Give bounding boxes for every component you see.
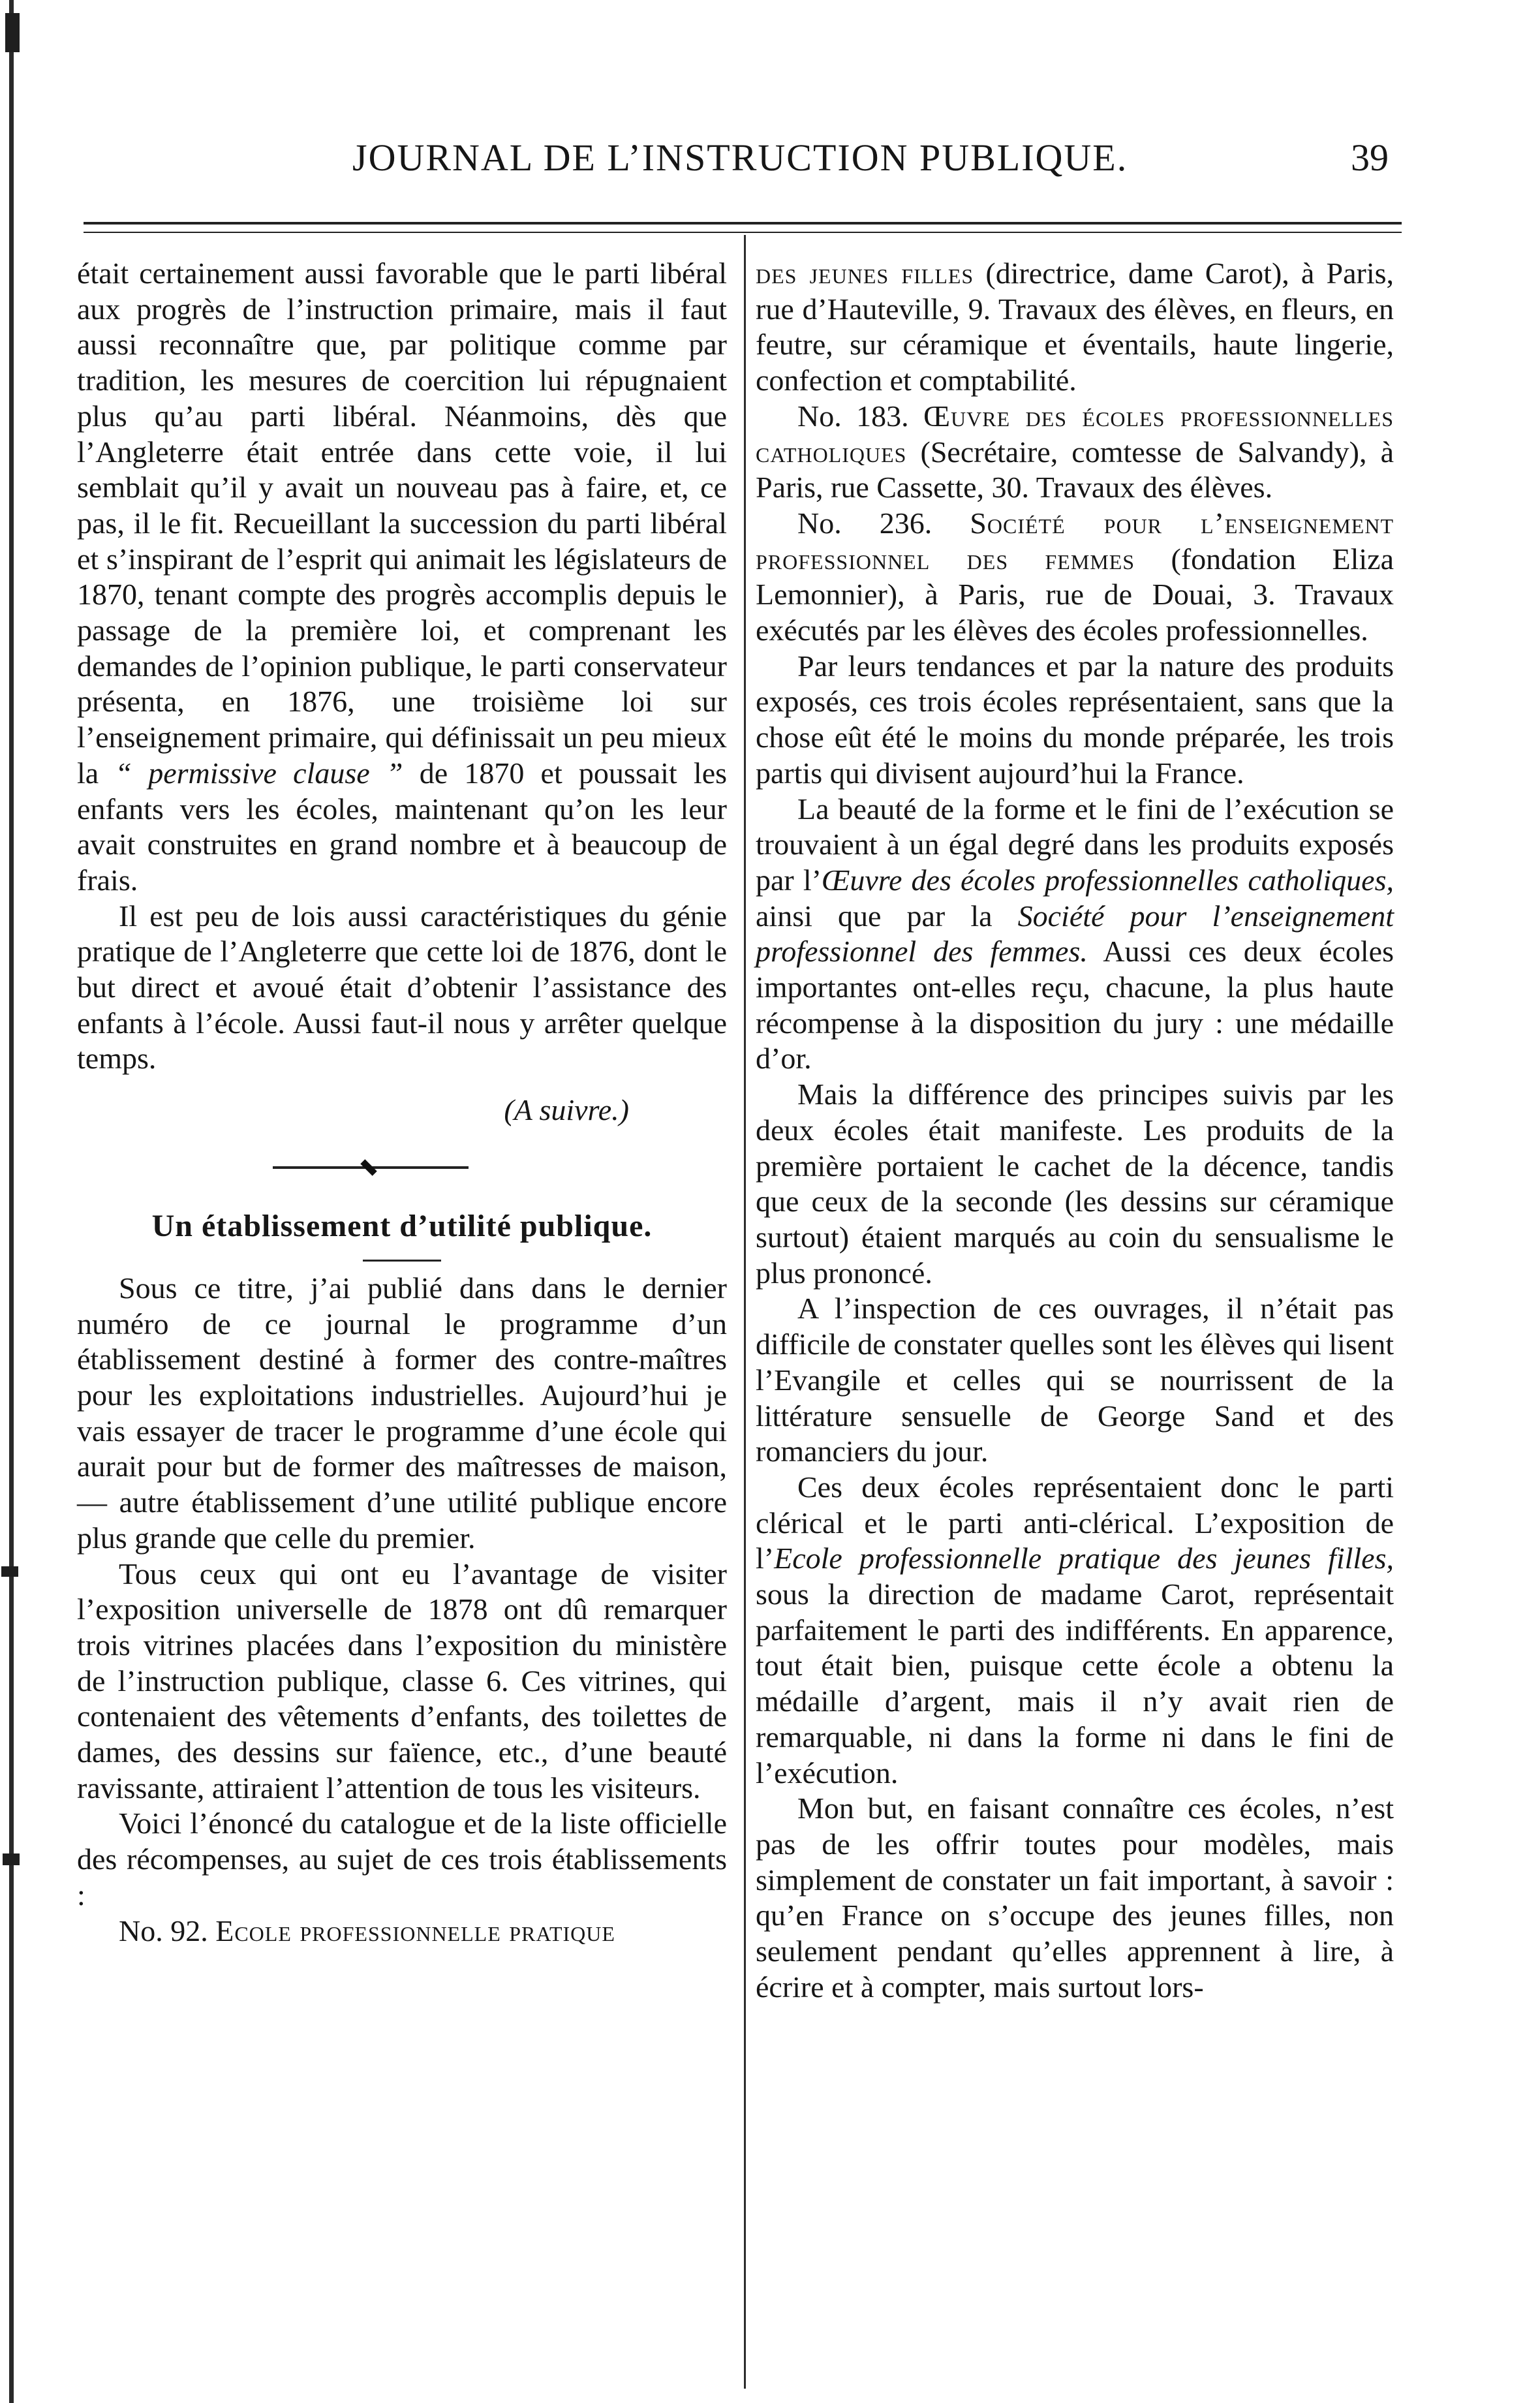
catalogue-entry — [756, 256, 1394, 399]
catalogue-entry — [77, 1914, 727, 1949]
entry-text: (fondation Eliza Lemonnier), à Paris, rue de Douai, 3. Travaux exécutés par les élèves des écoles professionnelles. — [756, 542, 1394, 647]
a-suivre: (A suivre.) — [504, 1093, 629, 1127]
page-edge-line — [9, 0, 14, 2403]
entry-name: Œuvre des écoles professionnelles catholiques — [756, 399, 1394, 469]
paragraph: Tous ceux qui ont eu l’avantage de visiter l’exposition universelle de 1878 ont dû remarquer trois vitrines placées dans l’exposition du ministère de l’instruction publique, classe 6. Ces vitrines, qui contenaient des vêtements d’enfants, des toilettes de dames, des dessins sur faïence, etc., d’une beauté ravissante, attiraient l’attention de tous les visiteurs. — [77, 1557, 727, 1805]
entry-name: Ecole professionnelle pratique — [215, 1914, 615, 1947]
entry-name: Société pour l’enseignement professionnel des femmes — [756, 506, 1394, 576]
page-number: 39 — [1351, 136, 1389, 179]
left-column — [77, 256, 727, 1949]
catalogue-entry — [756, 399, 1394, 506]
section-rule — [363, 1260, 441, 1262]
right-column — [756, 256, 1394, 2005]
paragraph: Il est peu de lois aussi caractéristiques du génie pratique de l’Angleterre que cette loi de 1876, dont le but direct et avoué était d’obtenir l’assistance des enfants à l’école. Aussi faut-il nous y arrêter quelque temps. — [77, 899, 727, 1076]
entry-number: No. 92. — [119, 1914, 208, 1947]
italic-name: Œuvre des écoles professionnelles catholiques, — [821, 863, 1394, 897]
paragraph-text: ainsi que par la — [756, 899, 993, 933]
page-edge-mark — [1, 1566, 18, 1577]
running-head — [0, 136, 1540, 194]
paragraph-text: La beauté de la forme et le fini de l’exécution se trouvaient à un égal degré dans les produits exposés par l’ — [756, 792, 1394, 897]
page-edge-mark — [3, 1853, 20, 1865]
paragraph: Par leurs tendances et par la nature des produits exposés, ces trois écoles représentaient, sans que la chose eût été le moins du monde préparée, les trois partis qui divisent aujourd’hui la France. — [756, 649, 1394, 790]
quoted-term: “ permissive clause ” — [115, 756, 403, 790]
entry-number: No. 183. — [797, 399, 909, 433]
catalogue-entry — [756, 506, 1394, 649]
paragraph — [756, 792, 1394, 1077]
section-title: Un établissement d’utilité publique. — [151, 1208, 653, 1243]
paragraph — [756, 1470, 1394, 1791]
entry-name: des jeunes filles — [756, 256, 974, 290]
entry-number: No. 236. — [797, 506, 932, 540]
paragraph: Voici l’énoncé du catalogue et de la liste officielle des récompenses, au sujet de ces trois établissements : — [77, 1806, 727, 1912]
entry-text: (directrice, dame Carot), à Paris, rue d’Hauteville, 9. Travaux des élèves, en fleurs, en feutre, sur céramique et éventails, haute lingerie, confection et comptabilité. — [756, 256, 1394, 397]
paragraph: Sous ce titre, j’ai publié dans dans le dernier numéro de ce journal le programme d’un établissement destiné à former des contre-maîtres pour les exploitations industrielles. Aujourd’hui je vais essayer de tracer le programme d’une école qui aurait pour but de former des maîtresses de maison, — autre établissement d’une utilité publique encore plus grande que celle du premier. — [77, 1271, 727, 1555]
paragraph: Mon but, en faisant connaître ces écoles, n’est pas de les offrir toutes pour modèles, mais simplement de constater un fait important, à savoir : qu’en France on s’occupe des jeunes filles, non seulement pendant qu’elles apprennent à lire, à écrire et à compter, mais surtout lors- — [756, 1791, 1394, 2004]
paragraph: A l’inspection de ces ouvrages, il n’était pas difficile de constater quelles sont les élèves qui lisent l’Evangile et celles qui se nourrissent de la littérature sensuelle de George Sand et des romanciers du jour. — [756, 1292, 1394, 1468]
section-ornament — [77, 1145, 727, 1191]
italic-name: Société pour l’enseignement professionnel des femmes. — [756, 899, 1394, 969]
paragraph-text: Aussi ces deux écoles importantes ont-elles reçu, chacune, la plus haute récompense à la disposition du jury : une médaille d’or. — [756, 935, 1394, 1076]
column-divider — [744, 235, 746, 2389]
paragraph: Mais la différence des principes suivis par les deux écoles était manifeste. Les produits de la première portaient le cachet de la décence, tandis que ceux de la seconde (les dessins sur céramique surtout) étaient marqués au coin du sensualisme le plus prononcé. — [756, 1077, 1394, 1290]
entry-text: (Secrétaire, comtesse de Salvandy), à Paris, rue Cassette, 30. Travaux des élèves. — [756, 435, 1394, 504]
paragraph-text: sous la direction de madame Carot, représentait parfaitement le parti des indifférents. En apparence, tout était bien, puisque cette école a obtenu la médaille d’argent, mais il n’y avait rien de remarquable, ni dans la forme ni dans le fini de l’exécution. — [756, 1577, 1394, 1790]
paragraph-text: était certainement aussi favorable que le parti libéral aux progrès de l’instruction primaire, mais il faut aussi reconnaître que, par politique comme par tradition, les mesures de coercition lui répugnaient plus qu’au parti libéral. Néanmoins, dès que l’Angleterre était entrée dans cette voie, il lui semblait qu’il y avait un nouveau pas à faire, et, ce pas, il le fit. Recueillant la succession du parti libéral et s’inspirant de l’esprit qui animait les législateurs de 1870, tenant compte des progrès accomplis depuis le passage de la première loi, et comprenant les demandes de l’opinion publique, le parti conservateur présenta, en 1876, une troisième loi sur l’enseignement primaire, qui définissait un peu mieux la — [77, 256, 727, 790]
paragraph — [77, 256, 727, 899]
page-edge-mark — [5, 13, 20, 52]
paragraph-text: de 1870 et poussait les enfants vers les écoles, maintenant qu’on les leur avait construites en grand nombre et à beaucoup de frais. — [77, 756, 728, 897]
italic-name: Ecole professionnelle pratique des jeunes filles, — [774, 1542, 1394, 1575]
header-rule — [84, 222, 1402, 233]
paragraph-text: Ces deux écoles représentaient donc le parti clérical et le parti anti-clérical. L’exposition de l’ — [756, 1470, 1394, 1575]
running-title: JOURNAL DE L’INSTRUCTION PUBLIQUE. — [352, 136, 1128, 179]
